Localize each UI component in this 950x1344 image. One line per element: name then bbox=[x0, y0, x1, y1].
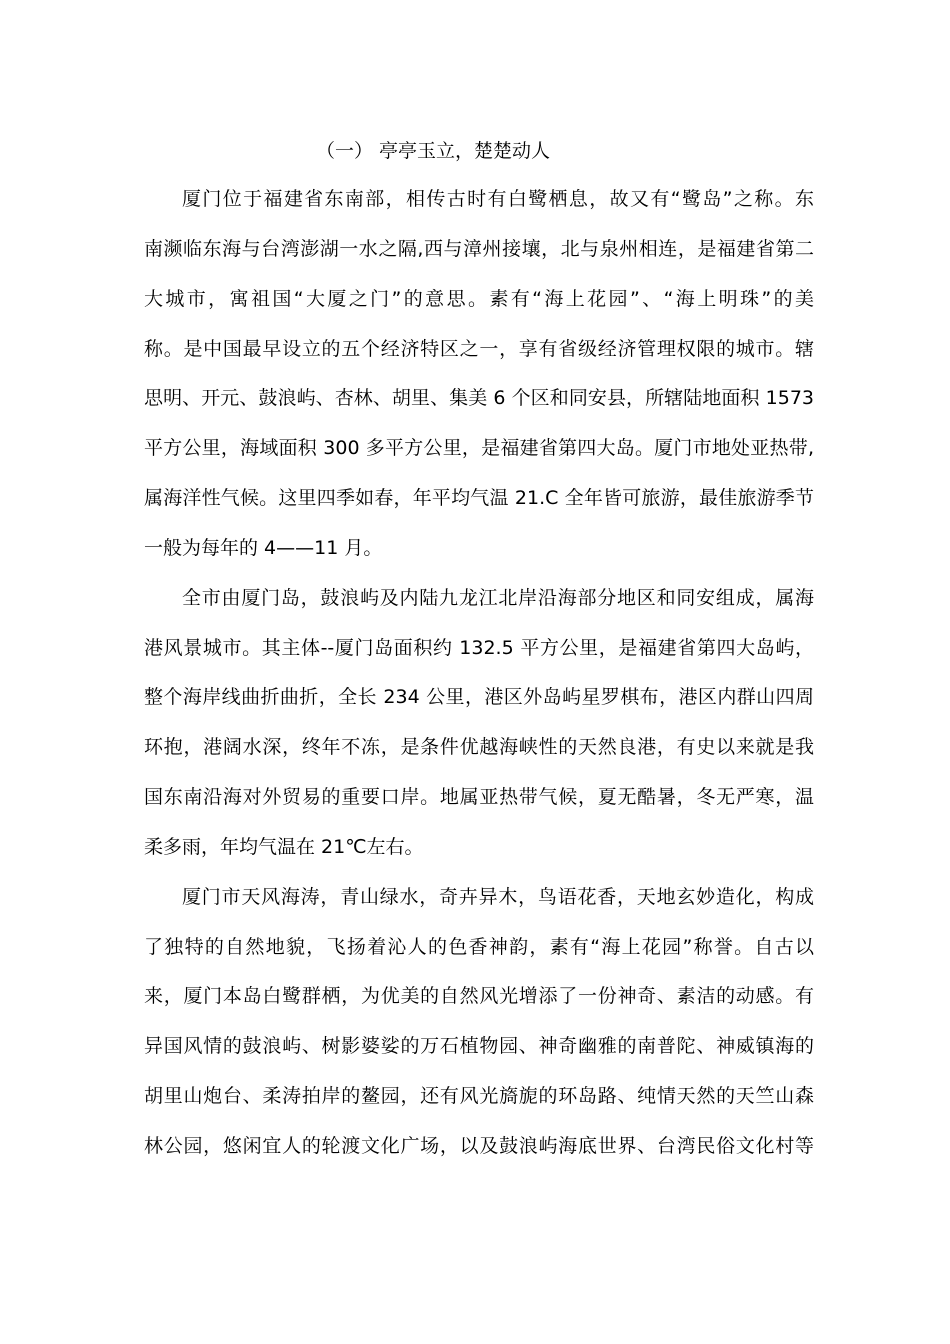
text-line: 港风景城市。其主体--厦门岛面积约 132.5 平方公里，是福建省第四大岛屿， bbox=[144, 637, 814, 659]
text-line: 林公园，悠闲宜人的轮渡文化广场，以及鼓浪屿海底世界、台湾民俗文化村等 bbox=[144, 1135, 814, 1157]
text-line: 异国风情的鼓浪屿、树影婆娑的万石植物园、神奇幽雅的南普陀、神威镇海的 bbox=[144, 1035, 814, 1057]
text-line: 胡里山炮台、柔涛拍岸的鳌园，还有风光旖旎的环岛路、纯情天然的天竺山森 bbox=[144, 1085, 814, 1107]
text-line: 一般为每年的 4——11 月。 bbox=[144, 537, 383, 559]
text-line: 思明、开元、鼓浪屿、杏林、胡里、集美 6 个区和同安县，所辖陆地面积 1573 bbox=[144, 387, 814, 409]
text-line: 厦门位于福建省东南部，相传古时有白鹭栖息，故又有“鹭岛”之称。东 bbox=[182, 188, 814, 210]
text-line: 整个海岸线曲折曲折，全长 234 公里，港区外岛屿星罗棋布，港区内群山四周 bbox=[144, 686, 814, 708]
text-line: 平方公里，海域面积 300 多平方公里，是福建省第四大岛。厦门市地处亚热带, bbox=[144, 437, 814, 459]
text-line: 来，厦门本岛白鹭群栖，为优美的自然风光增添了一份神奇、素洁的动感。有 bbox=[144, 985, 814, 1007]
text-line: 全市由厦门岛，鼓浪屿及内陆九龙江北岸沿海部分地区和同安组成，属海 bbox=[182, 587, 814, 609]
text-line: 柔多雨，年均气温在 21℃左右。 bbox=[144, 836, 424, 858]
text-line: 称。是中国最早设立的五个经济特区之一，享有省级经济管理权限的城市。辖 bbox=[144, 338, 814, 360]
section-heading: （一） 亭亭玉立，楚楚动人 bbox=[316, 140, 551, 162]
text-line: 国东南沿海对外贸易的重要口岸。地属亚热带气候，夏无酷暑，冬无严寒，温 bbox=[144, 786, 814, 808]
text-line: 了独特的自然地貌，飞扬着沁人的色香神韵，素有“海上花园”称誉。自古以 bbox=[144, 936, 814, 958]
text-line: 厦门市天风海涛，青山绿水，奇卉异木，鸟语花香，天地玄妙造化，构成 bbox=[182, 886, 814, 908]
text-line: 属海洋性气候。这里四季如春，年平均气温 21.C 全年皆可旅游，最佳旅游季节 bbox=[144, 487, 814, 509]
text-line: 环抱，港阔水深，终年不冻，是条件优越海峡性的天然良港，有史以来就是我 bbox=[144, 736, 814, 758]
text-line: 南濒临东海与台湾澎湖一水之隔,西与漳州接壤，北与泉州相连，是福建省第二 bbox=[144, 238, 814, 260]
text-line: 大城市，寓祖国“大厦之门”的意思。素有“海上花园”、“海上明珠”的美 bbox=[144, 288, 814, 310]
